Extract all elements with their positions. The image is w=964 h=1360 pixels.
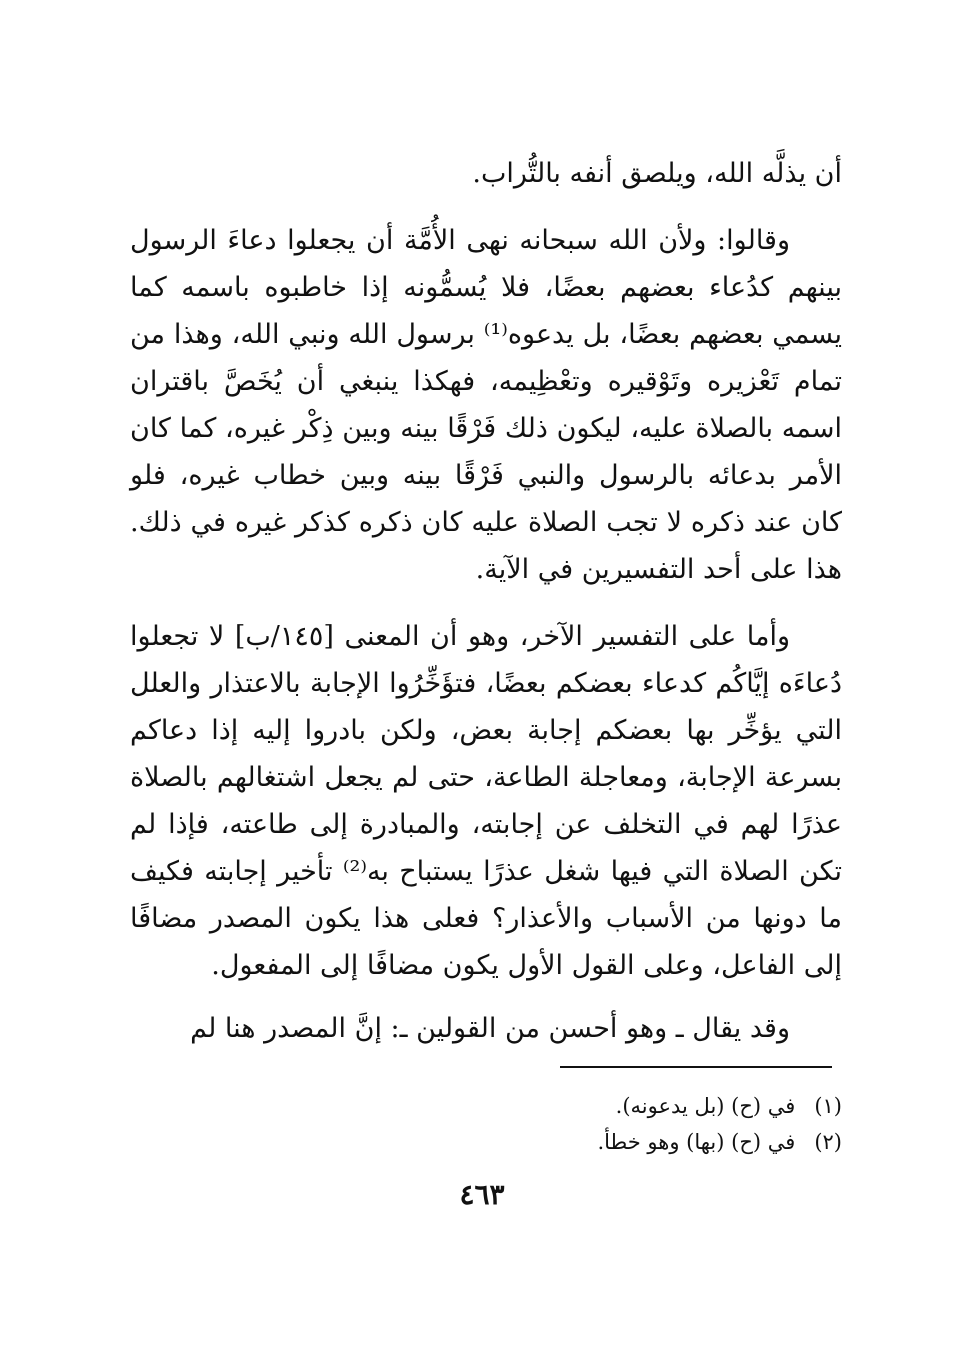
paragraph-1: أن يذلَّه الله، ويلصق أنفه بالتُّراب. <box>472 158 842 189</box>
main-text <box>130 150 842 1052</box>
footnote-divider <box>560 1066 832 1068</box>
paragraph-3: وأما على التفسير الآخر، وهو أن المعنى [١٤٥/ب] لا تجعلوا دُعاءَه إيَّاكُم كدعاء بعضكم بعضًا، فتؤَخِّرُوا الإجابة بالاعتذار والعلل التي يؤخِّر بها بعضكم إجابة بعض، ولكن بادروا إليه إذا دعاكم بسرعة الإجابة، ومعاجلة الطاعة، حتى لم يجعل اشتغالهم بالصلاة عذرًا لهم في التخلف عن إجابته، والمبادرة إلى طاعته، فإذا لم تكن الصلاة التي فيها شغل عذرًا يستباح به⁽²⁾ تأخير إجابته فكيف ما دونها من الأسباب والأعذار؟ فعلى هذا يكون المصدر مضافًا إلى الفاعل، وعلى القول الأول يكون مضافًا إلى المفعول. <box>130 621 842 981</box>
footnote-number: (٢) <box>814 1130 842 1154</box>
footnote-1 <box>130 1088 842 1124</box>
footnotes <box>130 1088 842 1160</box>
paragraph-2: وقالوا: ولأن الله سبحانه نهى الأُمَّة أن يجعلوا دعاءَ الرسول بينهم كدُعاء بعضهم بعضًا، فلا يُسمُّونه إذا خاطبوه باسمه كما يسمي بعضهم بعضًا، بل يدعوه⁽¹⁾ برسول الله ونبي الله، وهذا من تمام تَعْزيره وتَوْقيره وتعْظِيمه، فهكذا ينبغي أن يُخَصَّ باقتران اسمه بالصلاة عليه، ليكون ذلك فَرْقًا بينه وبين ذِكْر غيره، كما كان الأمر بدعائه بالرسول والنبي فَرْقًا بينه وبين خطاب غيره، فلو كان عند ذكره لا تجب الصلاة عليه كان ذكره كذكر غيره في ذلك. هذا على أحد التفسيرين في الآية. <box>130 225 843 585</box>
footnote-2 <box>130 1124 842 1160</box>
page-number: ٤٦٣ <box>459 1178 505 1211</box>
footnote-text: في (ح) (بها) وهو خطأ. <box>597 1130 796 1154</box>
footnote-number: (١) <box>814 1094 842 1118</box>
paragraph-4: وقد يقال ـ وهو أحسن من القولين ـ: إنَّ المصدر هنا لم <box>190 1013 790 1044</box>
footnote-text: في (ح) (بل يدعونه). <box>615 1094 796 1118</box>
